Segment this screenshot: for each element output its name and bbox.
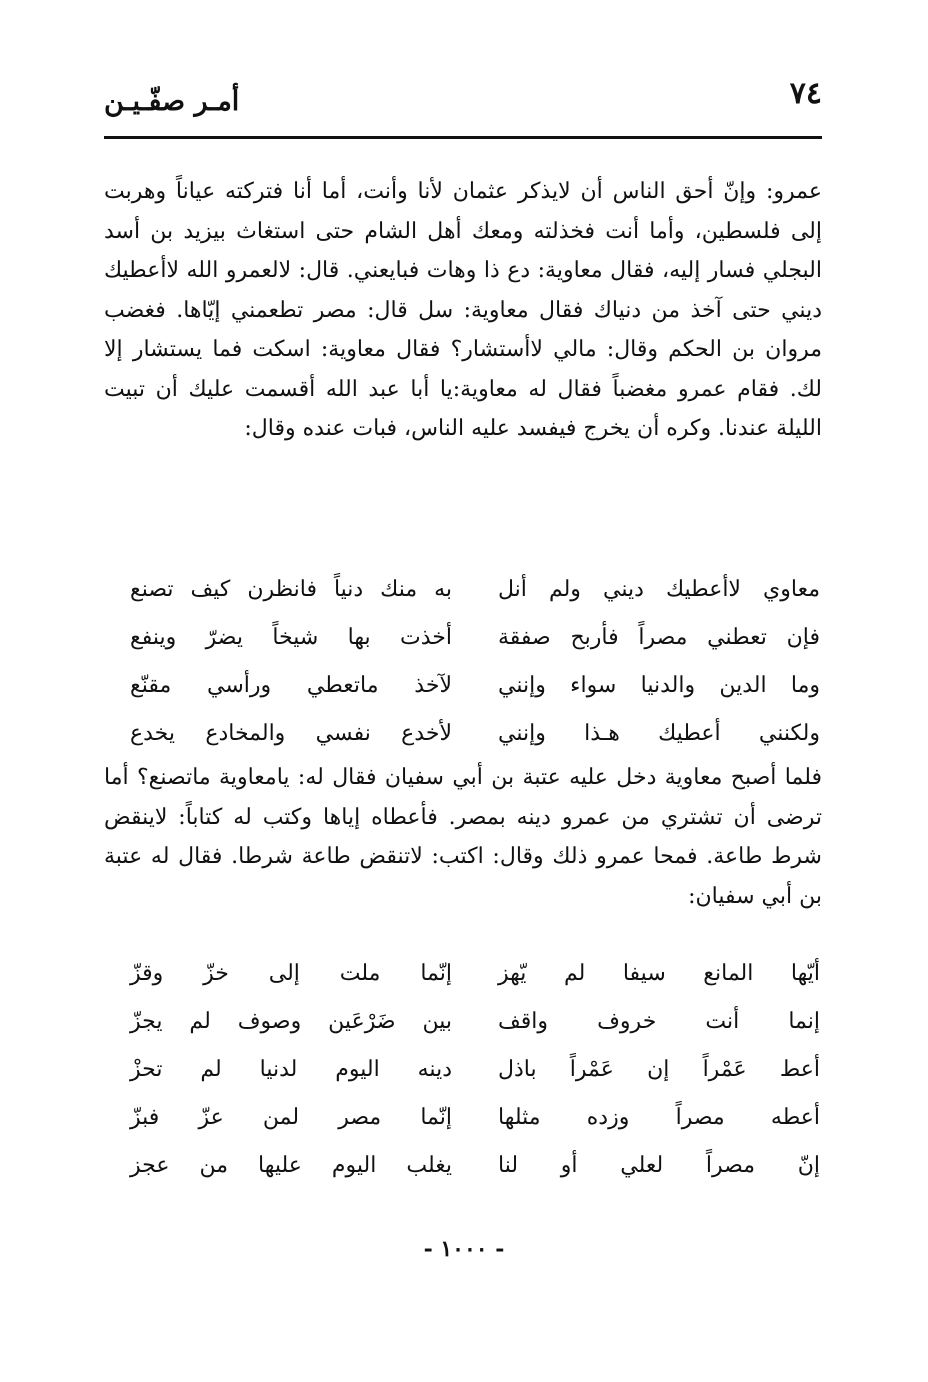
hemistich-first: ولكنني أعطيك هـذا وإنني [498,721,820,746]
verse [130,998,820,1046]
hemistich-second: إنّما ملت إلى خزّ وقزّ [130,961,452,986]
verse [130,614,820,662]
page-number: ٧٤ [789,76,822,111]
hemistich-first: إنّ مصراً لعلي أو لنا [498,1153,820,1178]
hemistich-first: وما الدين والدنيا سواء وإنني [498,673,820,698]
verse [130,710,820,758]
verse [130,662,820,710]
verse [130,1142,820,1190]
paragraph-text: عمرو: وإنّ أحق الناس أن لايذكر عثمان لأنا وأنت، أما أنا فتركته عياناً وهربت إلى فلسطين، وأما أنت فخذلته ومعك أهل الشام حتى استغاث بيزيد بن أسد البجلي فسار إليه، فقال معاوية: دع ذا وهات فبايعني. قال: لالعمرو الله لاأعطيك ديني حتى آخذ من دنياك فقال معاوية: سل قال: مصر تطعمني إيّاها. فغضب مروان بن الحكم وقال: مالي لاأستشار؟ فقال معاوية: اسكت فما يستشار إلا لك. فقام عمرو مغضباً فقال له معاوية:يا أبا عبد الله أقسمت عليك أن تبيت الليلة عندنا. وكره أن يخرج فيفسد عليه الناس، فبات عنده وقال: [104,179,822,441]
hemistich-second: بين ضَرْعَين وصوف لم يجزّ [130,1009,452,1034]
hemistich-second: لأخدع نفسي والمخادع يخدع [130,721,452,746]
hemistich-first: فإن تعطني مصراً فأربح صفقة [498,625,820,650]
hemistich-second: به منك دنياً فانظرن كيف تصنع [130,577,452,602]
running-title: أمـر صفّـيـن [104,86,240,117]
hemistich-first: إنما أنت خروف واقف [498,1009,820,1034]
verse [130,950,820,998]
verse [130,1094,820,1142]
hemistich-second: أخذت بها شيخاً يضرّ وينفع [130,625,452,650]
folio-number: - ١٠٠٠ - [423,1236,505,1262]
page-header [104,72,822,130]
poem-2 [130,950,820,1190]
hemistich-second: إنّما مصر لمن عزّ فبزّ [130,1105,452,1130]
hemistich-first: أيّها المانع سيفا لم يّهز [498,961,820,986]
hemistich-second: لآخذ ماتعطي ورأسي مقنّع [130,673,452,698]
hemistich-first: أعط عَمْراً إن عَمْراً باذل [498,1057,820,1082]
hemistich-second: دينه اليوم لدنيا لم تحزْ [130,1057,452,1082]
verse [130,566,820,614]
poem-1 [130,566,820,758]
hemistich-first: أعطه مصراً وزده مثلها [498,1105,820,1130]
hemistich-first: معاوي لاأعطيك ديني ولم أنل [498,577,820,602]
header-rule [104,136,822,139]
paragraph-1 [104,172,822,449]
verse [130,1046,820,1094]
paragraph-2 [104,758,822,916]
hemistich-second: يغلب اليوم عليها من عجز [130,1153,452,1178]
paragraph-text: فلما أصبح معاوية دخل عليه عتبة بن أبي سفيان فقال له: يامعاوية ماتصنع؟ أما ترضى أن تشتري من عمرو دينه بمصر. فأعطاه إياها وكتب له كتاباً: لاينقض شرط طاعة. فمحا عمرو ذلك وقال: اكتب: لاتنقض طاعة شرطا. فقال له عتبة بن أبي سفيان: [104,765,822,909]
